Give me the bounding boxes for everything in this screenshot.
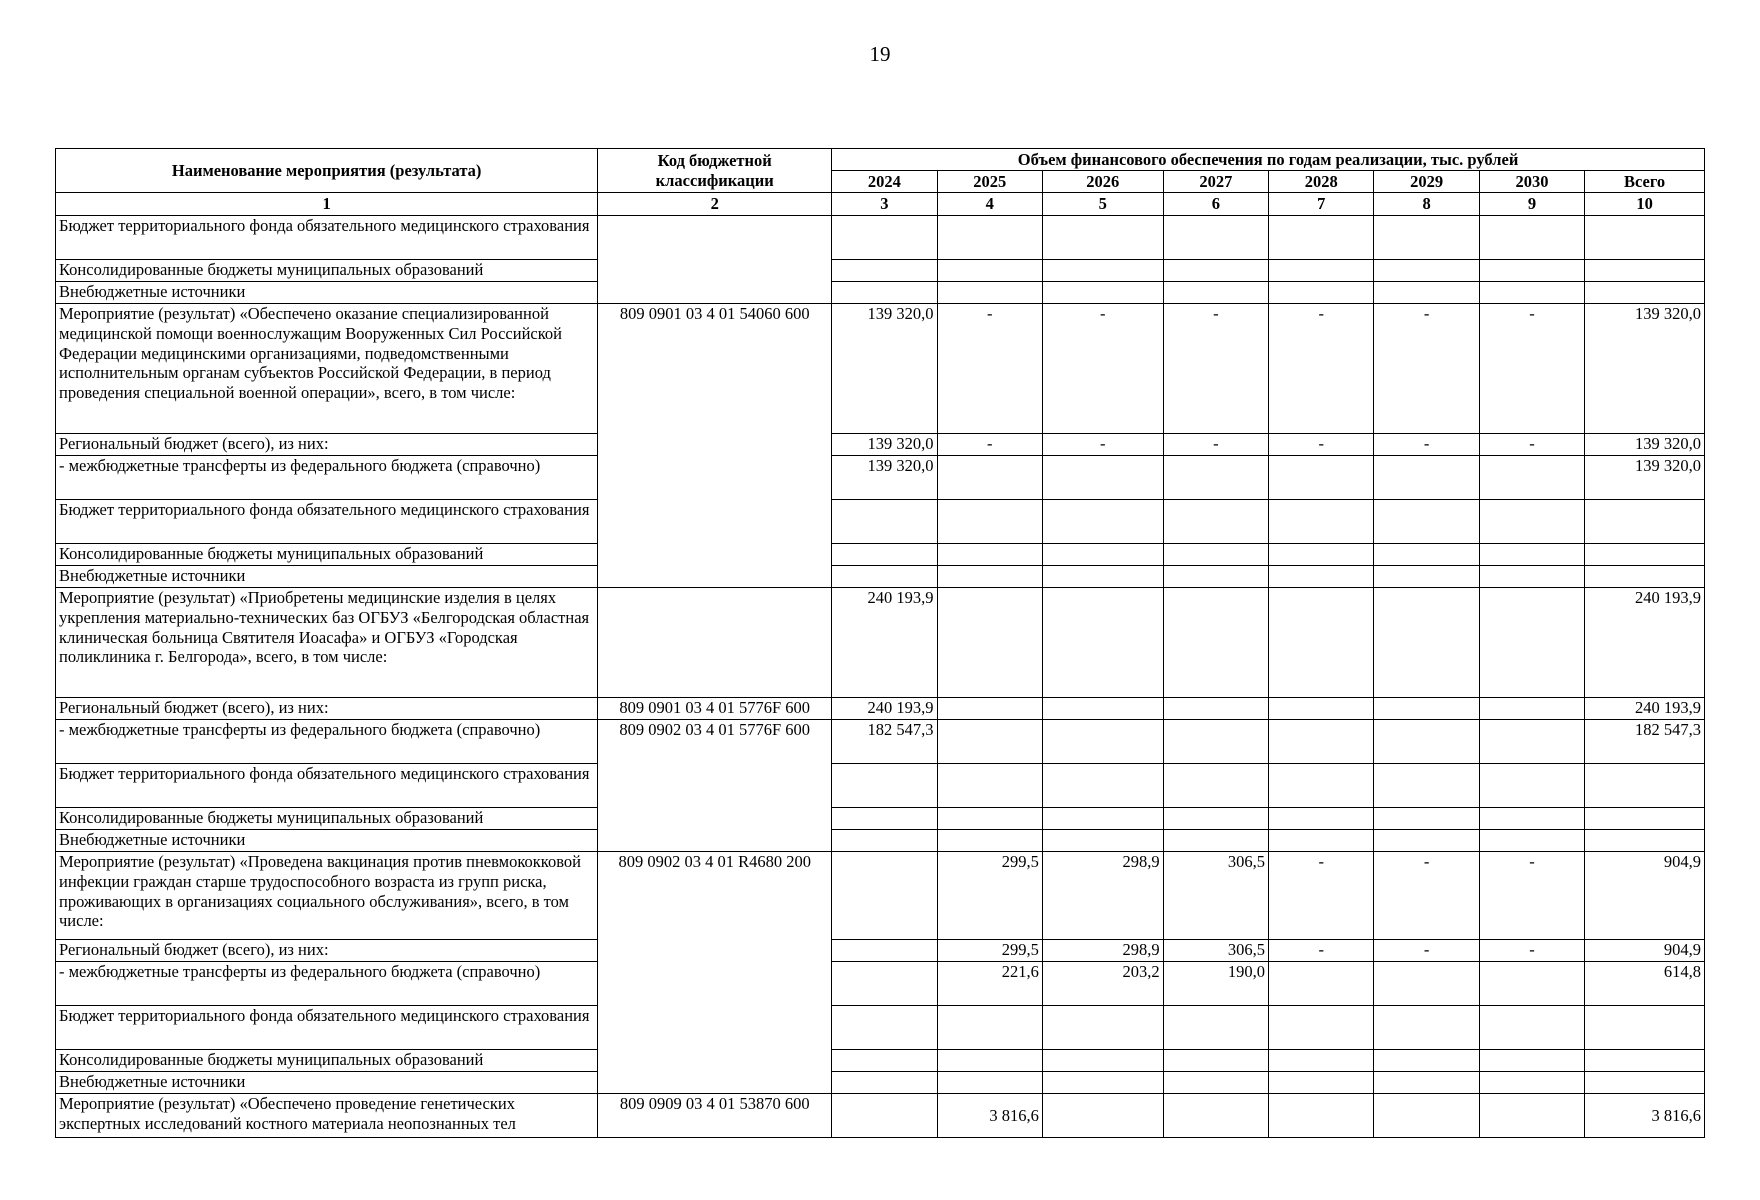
header-name-column: Наименование мероприятия (результата) (56, 149, 598, 193)
col-number-7: 7 (1269, 193, 1374, 216)
header-year-2030: 2030 (1479, 171, 1584, 193)
m3-total-2025: 299,5 (937, 852, 1042, 940)
m3-regional-2025: 299,5 (937, 940, 1042, 962)
header-year-2029: 2029 (1374, 171, 1479, 193)
m3-total-2030: - (1479, 852, 1584, 940)
m3-tfoms-label: Бюджет территориального фонда обязательного медицинского страхования (56, 1006, 598, 1050)
m3-federal-2025: 221,6 (937, 962, 1042, 1006)
m3-federal-label: - межбюджетные трансферты из федерального бюджета (справочно) (56, 962, 598, 1006)
table-row (56, 764, 1705, 808)
m1-total-2029: - (1374, 304, 1479, 434)
measure-1-title: Мероприятие (результат) «Обеспечено оказание специализированной медицинской помощи военнослужащим Вооруженных Сил Российской Федерации медицинскими организациями, подведомственными исполнительным органам субъектов Российской Федерации, в период проведения специальной военной операции», всего, в том числе: (56, 304, 598, 434)
table-row (56, 830, 1705, 852)
page-number: 19 (869, 42, 891, 66)
m3-regional-2027: 306,5 (1163, 940, 1268, 962)
table-row (56, 500, 1705, 544)
measure-4-title: Мероприятие (результат) «Обеспечено проведение генетических экспертных исследований костного материала неопознанных тел (56, 1094, 598, 1138)
header-year-2028: 2028 (1269, 171, 1374, 193)
m1-regional-2026: - (1042, 434, 1163, 456)
table-row (56, 260, 1705, 282)
m3-regional-2028: - (1269, 940, 1374, 962)
header-year-2026: 2026 (1042, 171, 1163, 193)
measure-2-code-federal: 809 0902 03 4 01 5776F 600 (598, 720, 832, 852)
col-number-2: 2 (598, 193, 832, 216)
col-number-8: 8 (1374, 193, 1479, 216)
m2-code-empty (598, 588, 832, 698)
header-code-column: Код бюджетной классификации (598, 149, 832, 193)
header-total: Всего (1585, 171, 1705, 193)
m1-total-2030: - (1479, 304, 1584, 434)
table-row (56, 304, 1705, 434)
m1-total-2028: - (1269, 304, 1374, 434)
m1-tfoms-label: Бюджет территориального фонда обязательного медицинского страхования (56, 500, 598, 544)
m3-federal-2026: 203,2 (1042, 962, 1163, 1006)
m2-tfoms-label: Бюджет территориального фонда обязательного медицинского страхования (56, 764, 598, 808)
row-label-offbudget: Внебюджетные источники (56, 282, 598, 304)
table-row (56, 588, 1705, 698)
table-row (56, 282, 1705, 304)
m1-federal-2024: 139 320,0 (832, 456, 937, 500)
table-row (56, 720, 1705, 764)
m3-total-all: 904,9 (1585, 852, 1705, 940)
row-label-municipal: Консолидированные бюджеты муниципальных образований (56, 260, 598, 282)
col-number-10: 10 (1585, 193, 1705, 216)
table-row (56, 852, 1705, 940)
m1-regional-label: Региональный бюджет (всего), из них: (56, 434, 598, 456)
m3-federal-all: 614,8 (1585, 962, 1705, 1006)
header-year-2024: 2024 (832, 171, 937, 193)
m3-regional-2030: - (1479, 940, 1584, 962)
table-row (56, 216, 1705, 260)
header-year-2027: 2027 (1163, 171, 1268, 193)
measure-3-code: 809 0902 03 4 01 R4680 200 (598, 852, 832, 1094)
measure-3-title: Мероприятие (результат) «Проведена вакцинация против пневмококковой инфекции граждан старше трудоспособного возраста из групп риска, проживающих в организациях социального обслуживания», всего, в том числе: (56, 852, 598, 940)
measure-1-code: 809 0901 03 4 01 54060 600 (598, 304, 832, 588)
table-row (56, 566, 1705, 588)
financing-table (55, 148, 1705, 1138)
m3-total-2026: 298,9 (1042, 852, 1163, 940)
m1-federal-all: 139 320,0 (1585, 456, 1705, 500)
m3-total-2029: - (1374, 852, 1479, 940)
col-number-5: 5 (1042, 193, 1163, 216)
col-number-4: 4 (937, 193, 1042, 216)
m2-total-2024: 240 193,9 (832, 588, 937, 698)
table-row (56, 1050, 1705, 1072)
m1-regional-2029: - (1374, 434, 1479, 456)
code-cell-empty (598, 216, 832, 304)
measure-2-title: Мероприятие (результат) «Приобретены медицинские изделия в целях укрепления материально-технических баз ОГБУЗ «Белгородская областная клиническая больница Святителя Иоасафа» и ОГБУЗ «Городская поликлиника г. Белгорода», всего, в том числе: (56, 588, 598, 698)
m1-federal-label: - межбюджетные трансферты из федерального бюджета (справочно) (56, 456, 598, 500)
m3-offbudget-label: Внебюджетные источники (56, 1072, 598, 1094)
m2-regional-label: Региональный бюджет (всего), из них: (56, 698, 598, 720)
table-row (56, 940, 1705, 962)
m1-offbudget-label: Внебюджетные источники (56, 566, 598, 588)
table-row (56, 434, 1705, 456)
m2-municipal-label: Консолидированные бюджеты муниципальных образований (56, 808, 598, 830)
m3-regional-2029: - (1374, 940, 1479, 962)
m1-total-2026: - (1042, 304, 1163, 434)
m3-federal-2027: 190,0 (1163, 962, 1268, 1006)
m2-federal-2024: 182 547,3 (832, 720, 937, 764)
row-label-tfoms: Бюджет территориального фонда обязательного медицинского страхования (56, 216, 598, 260)
m1-regional-2027: - (1163, 434, 1268, 456)
m1-regional-2024: 139 320,0 (832, 434, 937, 456)
table-row (56, 808, 1705, 830)
m3-regional-all: 904,9 (1585, 940, 1705, 962)
m1-regional-2028: - (1269, 434, 1374, 456)
table-row (56, 698, 1705, 720)
m1-regional-all: 139 320,0 (1585, 434, 1705, 456)
m1-total-all: 139 320,0 (1585, 304, 1705, 434)
measure-2-code-regional: 809 0901 03 4 01 5776F 600 (598, 698, 832, 720)
m4-value-2025: 3 816,6 (937, 1094, 1042, 1138)
m1-regional-2025: - (937, 434, 1042, 456)
m4-total-all: 3 816,6 (1585, 1094, 1705, 1138)
col-number-3: 3 (832, 193, 937, 216)
table-row (56, 962, 1705, 1006)
m3-total-2028: - (1269, 852, 1374, 940)
table-row (56, 1094, 1705, 1138)
m2-federal-all: 182 547,3 (1585, 720, 1705, 764)
table-row (56, 1072, 1705, 1094)
m3-regional-2026: 298,9 (1042, 940, 1163, 962)
m1-total-2025: - (937, 304, 1042, 434)
m1-total-2027: - (1163, 304, 1268, 434)
table-row (56, 456, 1705, 500)
table-row (56, 1006, 1705, 1050)
m2-regional-2024: 240 193,9 (832, 698, 937, 720)
m1-regional-2030: - (1479, 434, 1584, 456)
m1-total-2024: 139 320,0 (832, 304, 937, 434)
col-number-9: 9 (1479, 193, 1584, 216)
table-row (56, 544, 1705, 566)
m2-regional-all: 240 193,9 (1585, 698, 1705, 720)
col-number-1: 1 (56, 193, 598, 216)
header-year-2025: 2025 (937, 171, 1042, 193)
measure-4-code: 809 0909 03 4 01 53870 600 (598, 1094, 832, 1138)
m3-regional-label: Региональный бюджет (всего), из них: (56, 940, 598, 962)
m3-total-2027: 306,5 (1163, 852, 1268, 940)
m2-federal-label: - межбюджетные трансферты из федерального бюджета (справочно) (56, 720, 598, 764)
m1-municipal-label: Консолидированные бюджеты муниципальных образований (56, 544, 598, 566)
m3-municipal-label: Консолидированные бюджеты муниципальных образований (56, 1050, 598, 1072)
m2-total-all: 240 193,9 (1585, 588, 1705, 698)
header-volume-column: Объем финансового обеспечения по годам реализации, тыс. рублей (832, 149, 1705, 171)
m2-offbudget-label: Внебюджетные источники (56, 830, 598, 852)
col-number-6: 6 (1163, 193, 1268, 216)
